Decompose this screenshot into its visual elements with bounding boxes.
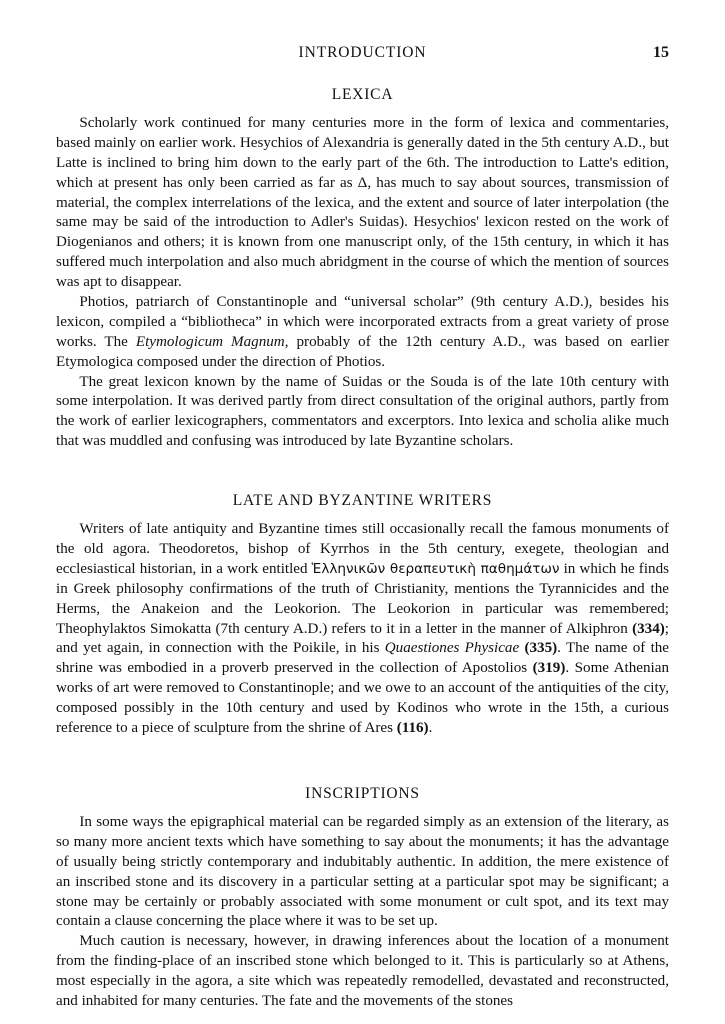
paragraph: The great lexicon known by the name of Suidas or the Souda is of the late 10th century with some interpolation. It was derived partly from direct consultation of the original authors, partly from the work of earlier lexicographers, commentators and excerptors. Into lexica and scholia alike much that was muddled and confusing was introduced by late Byzantine scholars. (56, 373, 669, 450)
section-heading-lexica: LEXICA (331, 86, 394, 103)
section-heading-inscriptions: INSCRIPTIONS (305, 784, 420, 802)
paragraph: Much caution is necessary, however, in drawing inferences about the location of a monument from the finding-place of an inscribed stone which belonged to it. This is particularly so at Athens, most especially in the agora, a site which was repeatedly remodelled, devastated and reconstructed, and inhabited for many centuries. The fate and the movements of the stones (56, 933, 669, 1009)
paragraph: Scholarly work continued for many centuries more in the form of lexica and commentaries, based mainly on earlier work. Hesychios of Alexandria is generally dated in the 5th century A.D., but Latte is inclined to bring him down to the early part of the 6th. The introduction to Latte's edition, which at present has only been carried as far as Δ, has much to say about sources, transmission of material, the complex interrelations of the lexica, and the extent and source of later interpolation (the same may be said of the introduction to Adler's Suidas). Hesychios' lexicon rested on the work of Diogenianos and others; it is known from one manuscript only, of the 15th century, in which it has suffered much interpolation and also much abridgment in the course of which the mention of sources was apt to disappear. (56, 115, 669, 291)
page-header (56, 44, 669, 70)
running-head: INTRODUCTION (298, 44, 427, 61)
paragraph: Photios, patriarch of Constantinople and “universal scholar” (9th century A.D.), besides his lexicon, compiled a “bibliotheca” in which were incorporated extracts from a great variety of prose works. The Etymologicum Magnum, probably of the 12th century A.D., was based on earlier Etymologica composed under the direction of Photios. (56, 294, 669, 370)
paragraph: In some ways the epigraphical material can be regarded simply as an extension of the literary, as so many more ancient texts which have something to say about the monuments; it has the advantage of usually being strictly contemporary and indubitably authentic. In addition, the mere existence of an inscribed stone and its discovery in a particular setting at a particular spot may be significant; a stone may be certainly or probably associated with some monument or cult spot, and its text may contain a clause concerning the place where it was to be set up. (56, 813, 669, 930)
paragraph: Writers of late antiquity and Byzantine times still occasionally recall the famous monuments of the old agora. Theodoretos, bishop of Kyrrhos in the 5th century, exegete, theologian and ecclesiastical historian, in a work entitled Ἑλληνικῶν θεραπευτικὴ παθημάτων in which he finds in Greek philosophy confirmations of the truth of Christianity, mentions the Tyrannicides and the Herms, the Anakeion and the Leokorion. The Leokorion in particular was remembered; Theophylaktos Simokatta (7th century A.D.) refers to it in a letter in the manner of Alkiphron (334); and yet again, in connection with the Poikile, in his Quaestiones Physicae (335). The name of the shrine was embodied in a proverb preserved in the collection of Apostolios (319). Some Athenian works of art were removed to Constantinople; and we owe to an account of the antiquities of the city, composed possibly in the 10th century and used by Kodinos who wrote in the 15th, a curious reference to a piece of sculpture from the shrine of Ares (116). (56, 521, 670, 737)
section-lexica (56, 86, 669, 452)
section-heading-late-byzantine-writers: LATE AND BYZANTINE WRITERS (232, 492, 493, 510)
page-number: 15 (653, 44, 669, 61)
section-inscriptions (56, 785, 669, 1012)
section-late-and-byzantine-writers (56, 492, 669, 739)
